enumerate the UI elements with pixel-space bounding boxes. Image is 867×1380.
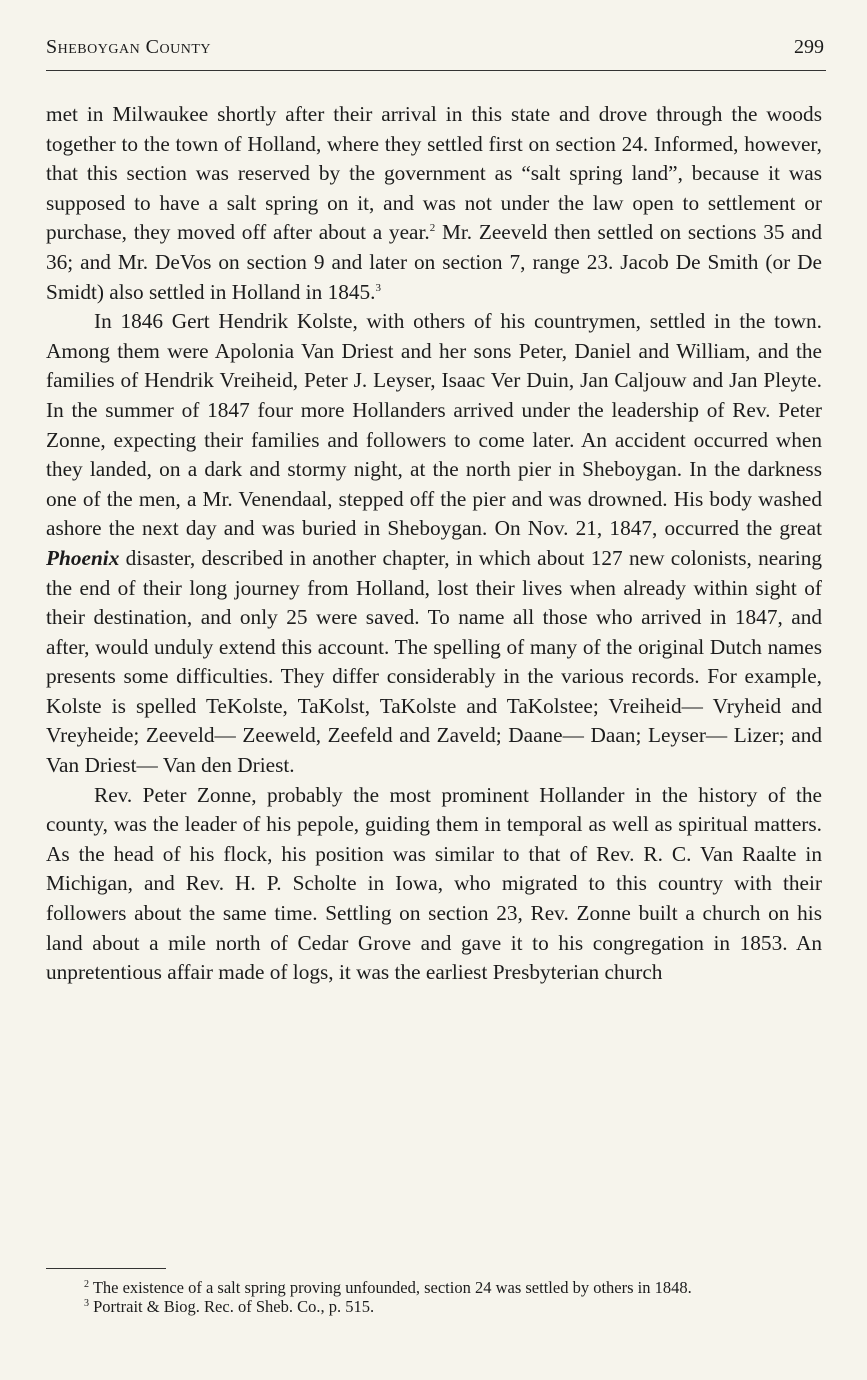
footnote-mark: 3 [84,1298,89,1309]
footnote [46,1278,820,1297]
paragraph [46,307,822,781]
text-run: Rev. Peter Zonne, probably the most prominent Hollander in the history of the county, was the leader of his pepole, guiding them in temporal as well as spiritual matters. As the head of his flock, his position was similar to that of Rev. R. C. Van Raalte in Michigan, and Rev. H. P. Scholte in Iowa, who migrated to this country with their followers about the same time. Settling on section 23, Rev. Zonne built a church on his land about a mile north of Cedar Grove and gave it to his congregation in 1853. An unpretentious affair made of logs, it was the earliest Presbyterian church [46,782,822,985]
ship-name: Phoenix [46,545,120,570]
body-text [46,100,822,988]
text-run: Mr. Zeeveld then settled on sections 35 and 36; and Mr. DeVos on section 9 and later on section 7, range 23. Jacob De Smith (or De Smidt) also settled in Holland in 1845. [46,220,822,304]
footnote [46,1297,820,1316]
text-run: In 1846 Gert Hendrik Kolste, with others of his countrymen, settled in the town. Among them were Apolonia Van Driest and her sons Peter, Daniel and William, and the families of Hendrik Vreiheid, Peter J. Leyser, Isaac Ver Duin, Jan Caljouw and Jan Pleyte. In the summer of 1847 four more Hollanders arrived under the leadership of Rev. Peter Zonne, expecting their families and followers to come later. An accident occurred when they landed, on a dark and stormy night, at the north pier in Sheboygan. In the darkness one of the men, a Mr. Venendaal, stepped off the pier and was drowned. His body washed ashore the next day and was buried in Sheboygan. On Nov. 21, 1847, occurred the great [46,309,822,541]
footnote-text: The existence of a salt spring proving unfounded, section 24 was settled by others in 1848. [89,1278,692,1297]
text-run: met in Milwaukee shortly after their arrival in this state and drove through the woods together to the town of Holland, where they settled first on section 24. Informed, however, that this section was reserved by the government as “salt spring land”, because it was supposed to have a salt spring on it, and was not under the law open to settlement or purchase, they moved off after about a year. [46,102,822,245]
text-run: disaster, described in another chapter, in which about 127 new colonists, nearing the end of their long journey from Holland, lost their lives when already within sight of their destination, and only 25 were saved. To name all those who arrived in 1847, and after, would unduly extend this account. The spelling of many of the original Dutch names presents some difficulties. They differ considerably in the various records. For example, Kolste is spelled TeKolste, TaKolst, TaKolste and TaKolstee; Vreiheid— Vryheid and Vreyheide; Zeeveld— Zeeweld, Zeefeld and Zaveld; Daane— Daan; Leyser— Lizer; and Van Driest— Van den Driest. [46,545,822,778]
paragraph [46,100,822,307]
footnote-text: Portrait & Biog. Rec. of Sheb. Co., p. 515. [89,1297,375,1316]
footnote-mark: 2 [84,1279,89,1290]
header-rule [46,70,826,71]
running-head: Sheboygan County [46,36,212,58]
paragraph [46,781,822,988]
page-number: 299 [794,36,824,58]
footnotes [46,1278,820,1316]
page-header [46,34,826,64]
footnote-ref: 2 [429,222,436,235]
footnote-rule [46,1268,166,1269]
footnote-ref: 3 [375,281,381,294]
